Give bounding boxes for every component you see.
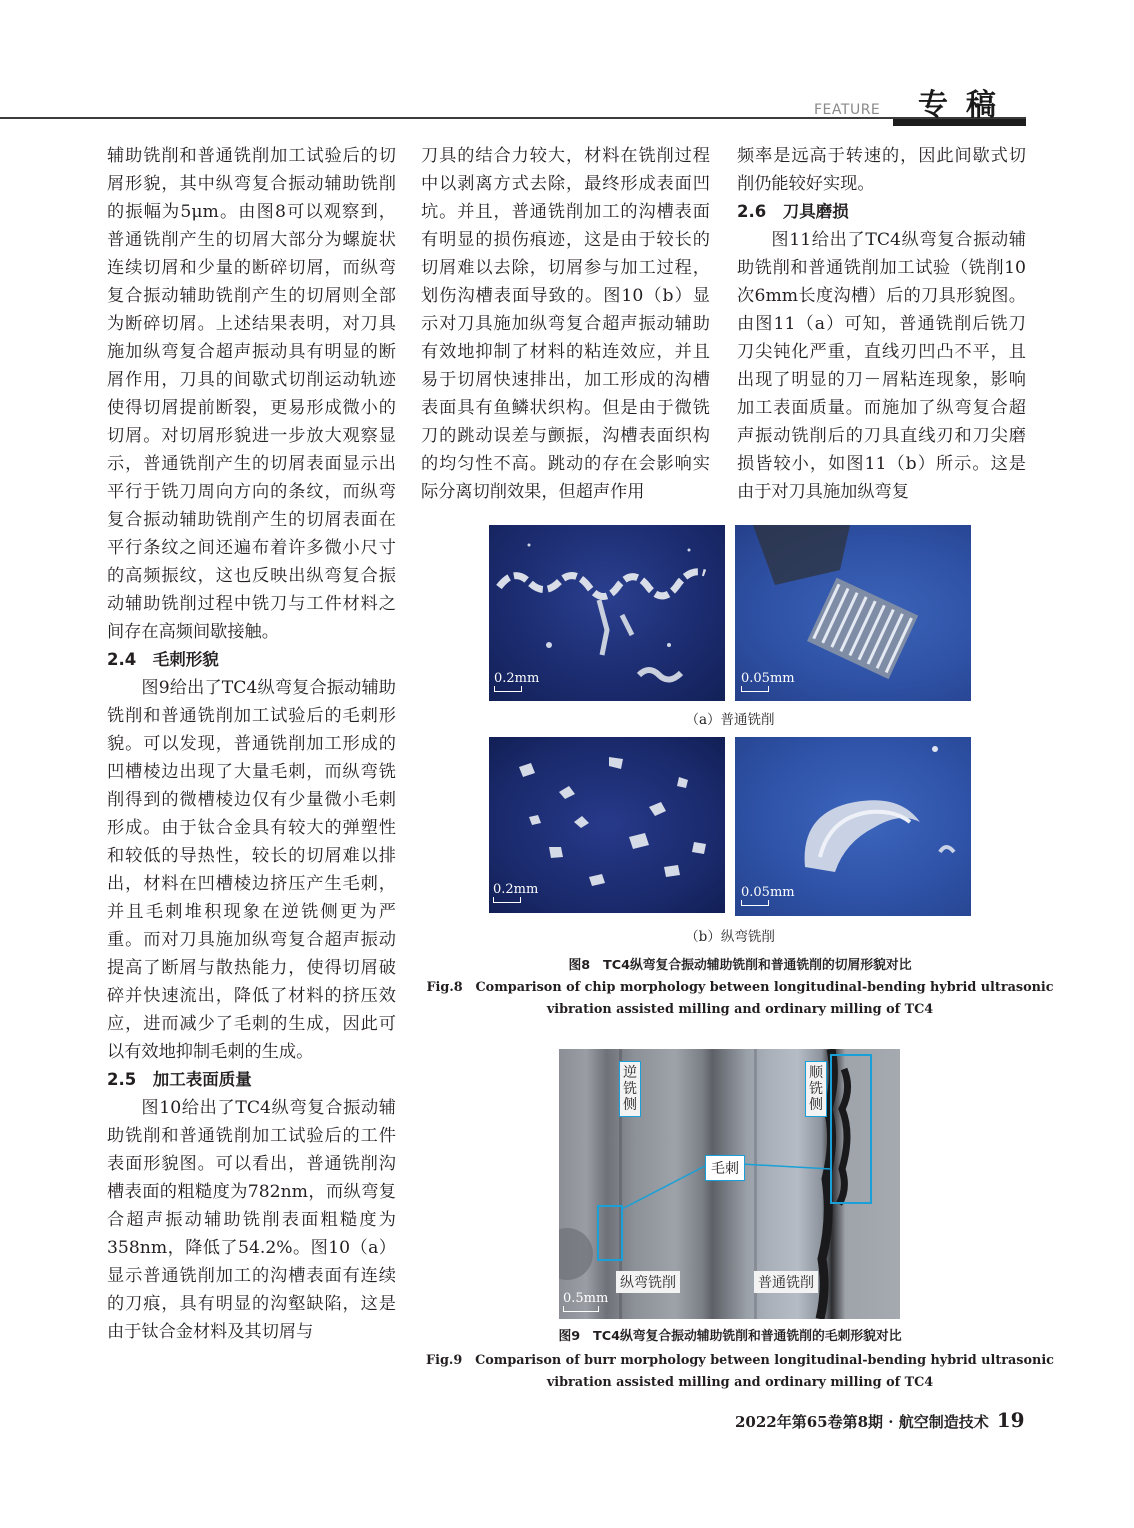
fig9-burr-photo (559, 1049, 900, 1319)
paragraph: 频率是远高于转速的，因此间歇式切削仍能较好实现。 (737, 146, 1026, 194)
page-number: 19 (996, 1408, 1025, 1432)
label-burr: 毛刺 (705, 1155, 745, 1181)
section-heading-2-5: 2.5 加工表面质量 (107, 1070, 252, 1089)
paragraph: 辅助铣削和普通铣削加工试验后的切屑形貌，其中纵弯复合振动辅助铣削的振幅为5μm。由图8可以观察到，普通铣削产生的切屑大部分为螺旋状连续切屑和少量的断碎切屑，而纵弯复合振动辅助铣削产生的切屑则全部为断碎切屑。上述结果表明，对刀具施加纵弯复合超声振动具有明显的断屑作用，刀具的间歇式切削运动轨迹使得切屑提前断裂，更易形成微小的切屑。对切屑形貌进一步放大观察显示，普通铣削产生的切屑表面显示出平行于铣刀周向方向的条纹，而纵弯复合振动辅助铣削产生的切屑表面在平行条纹之间还遍布着许多微小尺寸的高频振纹，这也反映出纵弯复合振动辅助铣削过程中铣刀与工件材料之间存在高频间歇接触。 (107, 146, 396, 642)
fig8-caption-en-1: Fig.8 Comparison of chip morphology between longitudinal-bending hybrid ultrasonic (426, 980, 1054, 995)
text-column-1 (107, 142, 396, 1346)
scale-label: 0.5mm (563, 1291, 609, 1306)
fig8-subcaption-a: （a）普通铣削 (685, 712, 775, 728)
scale-bar (494, 686, 522, 692)
scale-label: 0.2mm (493, 882, 539, 897)
scale-bar (741, 686, 769, 692)
paragraph: 图11给出了TC4纵弯复合振动辅助铣削和普通铣削加工试验（铣削10次6mm长度沟槽）后的刀具形貌图。由图11（a）可知，普通铣削后铣刀刀尖钝化严重，直线刃凹凸不平，且出现了明显的刀－屑粘连现象，影响加工表面质量。而施加了纵弯复合超声振动铣削后的刀具直线刃和刀尖磨损皆较小，如图11（b）所示。这是由于对刀具施加纵弯复 (737, 230, 1026, 502)
label-ordinary-milling: 普通铣削 (754, 1271, 818, 1293)
section-title: 专稿 (918, 88, 1014, 123)
fig9-caption-en-2: vibration assisted milling and ordinary milling of TC4 (546, 1375, 934, 1390)
fig9-caption-cn: 图9 TC4纵弯复合振动辅助铣削和普通铣削的毛刺形貌对比 (558, 1329, 902, 1344)
fig8-photo-a-chips (489, 525, 725, 701)
scale-label: 0.2mm (494, 671, 540, 686)
fig8-caption-en-2: vibration assisted milling and ordinary milling of TC4 (546, 1002, 934, 1017)
label-down-milling-side: 顺铣侧 (805, 1061, 827, 1117)
paragraph: 刀具的结合力较大，材料在铣削过程中以剥离方式去除，最终形成表面凹坑。并且，普通铣削加工的沟槽表面有明显的损伤痕迹，这是由于较长的切屑难以去除，切屑参与加工过程，划伤沟槽表面导致的。图10（b）显示对刀具施加纵弯复合超声振动辅助有效地抑制了材料的粘连效应，并且易于切屑快速排出，加工形成的沟槽表面具有鱼鳞状织构。但是由于微铣刀的跳动误差与颤振，沟槽表面织构的均匀性不高。跳动的存在会影响实际分离切削效果，但超声作用 (421, 146, 710, 502)
text-column-3 (737, 142, 1026, 506)
scale-bar (563, 1306, 599, 1312)
label-longitudinal-bending-milling: 纵弯铣削 (616, 1271, 680, 1293)
fig8-photo-b-chips (489, 737, 725, 913)
journal-info: 2022年第65卷第8期 · 航空制造技术 (735, 1413, 989, 1431)
scale-bar (741, 900, 769, 906)
scale-bar (493, 897, 521, 903)
paragraph: 图10给出了TC4纵弯复合振动辅助铣削和普通铣削加工试验后的工件表面形貌图。可以看出，普通铣削沟槽表面的粗糙度为782nm，而纵弯复合超声振动辅助铣削表面粗糙度为358nm，降低了54.2%。图10（a）显示普通铣削加工的沟槽表面有连续的刀痕，具有明显的沟壑缺陷，这是由于钛合金材料及其切屑与 (107, 1098, 396, 1342)
section-heading-2-6: 2.6 刀具磨损 (737, 202, 849, 221)
feature-label: FEATURE (814, 102, 881, 118)
label-up-milling-side: 逆铣侧 (619, 1061, 641, 1117)
section-heading-2-4: 2.4 毛刺形貌 (107, 650, 219, 669)
scale-label: 0.05mm (741, 885, 795, 900)
text-column-2 (421, 142, 710, 506)
fig9-caption-en-1: Fig.9 Comparison of burr morphology between longitudinal-bending hybrid ultrasonic (426, 1353, 1054, 1368)
page-footer (735, 1408, 1025, 1432)
scale-label: 0.05mm (741, 671, 795, 686)
paragraph: 图9给出了TC4纵弯复合振动辅助铣削和普通铣削加工试验后的毛刺形貌。可以发现，普通铣削加工形成的凹槽棱边出现了大量毛刺，而纵弯铣削得到的微槽棱边仅有少量微小毛刺形成。由于钛合金具有较大的弹塑性和较低的导热性，较长的切屑难以排出，材料在凹槽棱边挤压产生毛刺，并且毛刺堆积现象在逆铣侧更为严重。而对刀具施加纵弯复合超声振动提高了断屑与散热能力，使得切屑破碎并快速流出，降低了材料的挤压效应，进而减少了毛刺的生成，因此可以有效地抑制毛刺的生成。 (107, 678, 396, 1062)
fig8-subcaption-b: （b）纵弯铣削 (685, 929, 775, 945)
fig8-caption-cn: 图8 TC4纵弯复合振动辅助铣削和普通铣削的切屑形貌对比 (568, 958, 912, 973)
fig8-photo-a-zoom (735, 525, 971, 701)
fig8-photo-b-zoom (735, 737, 971, 916)
